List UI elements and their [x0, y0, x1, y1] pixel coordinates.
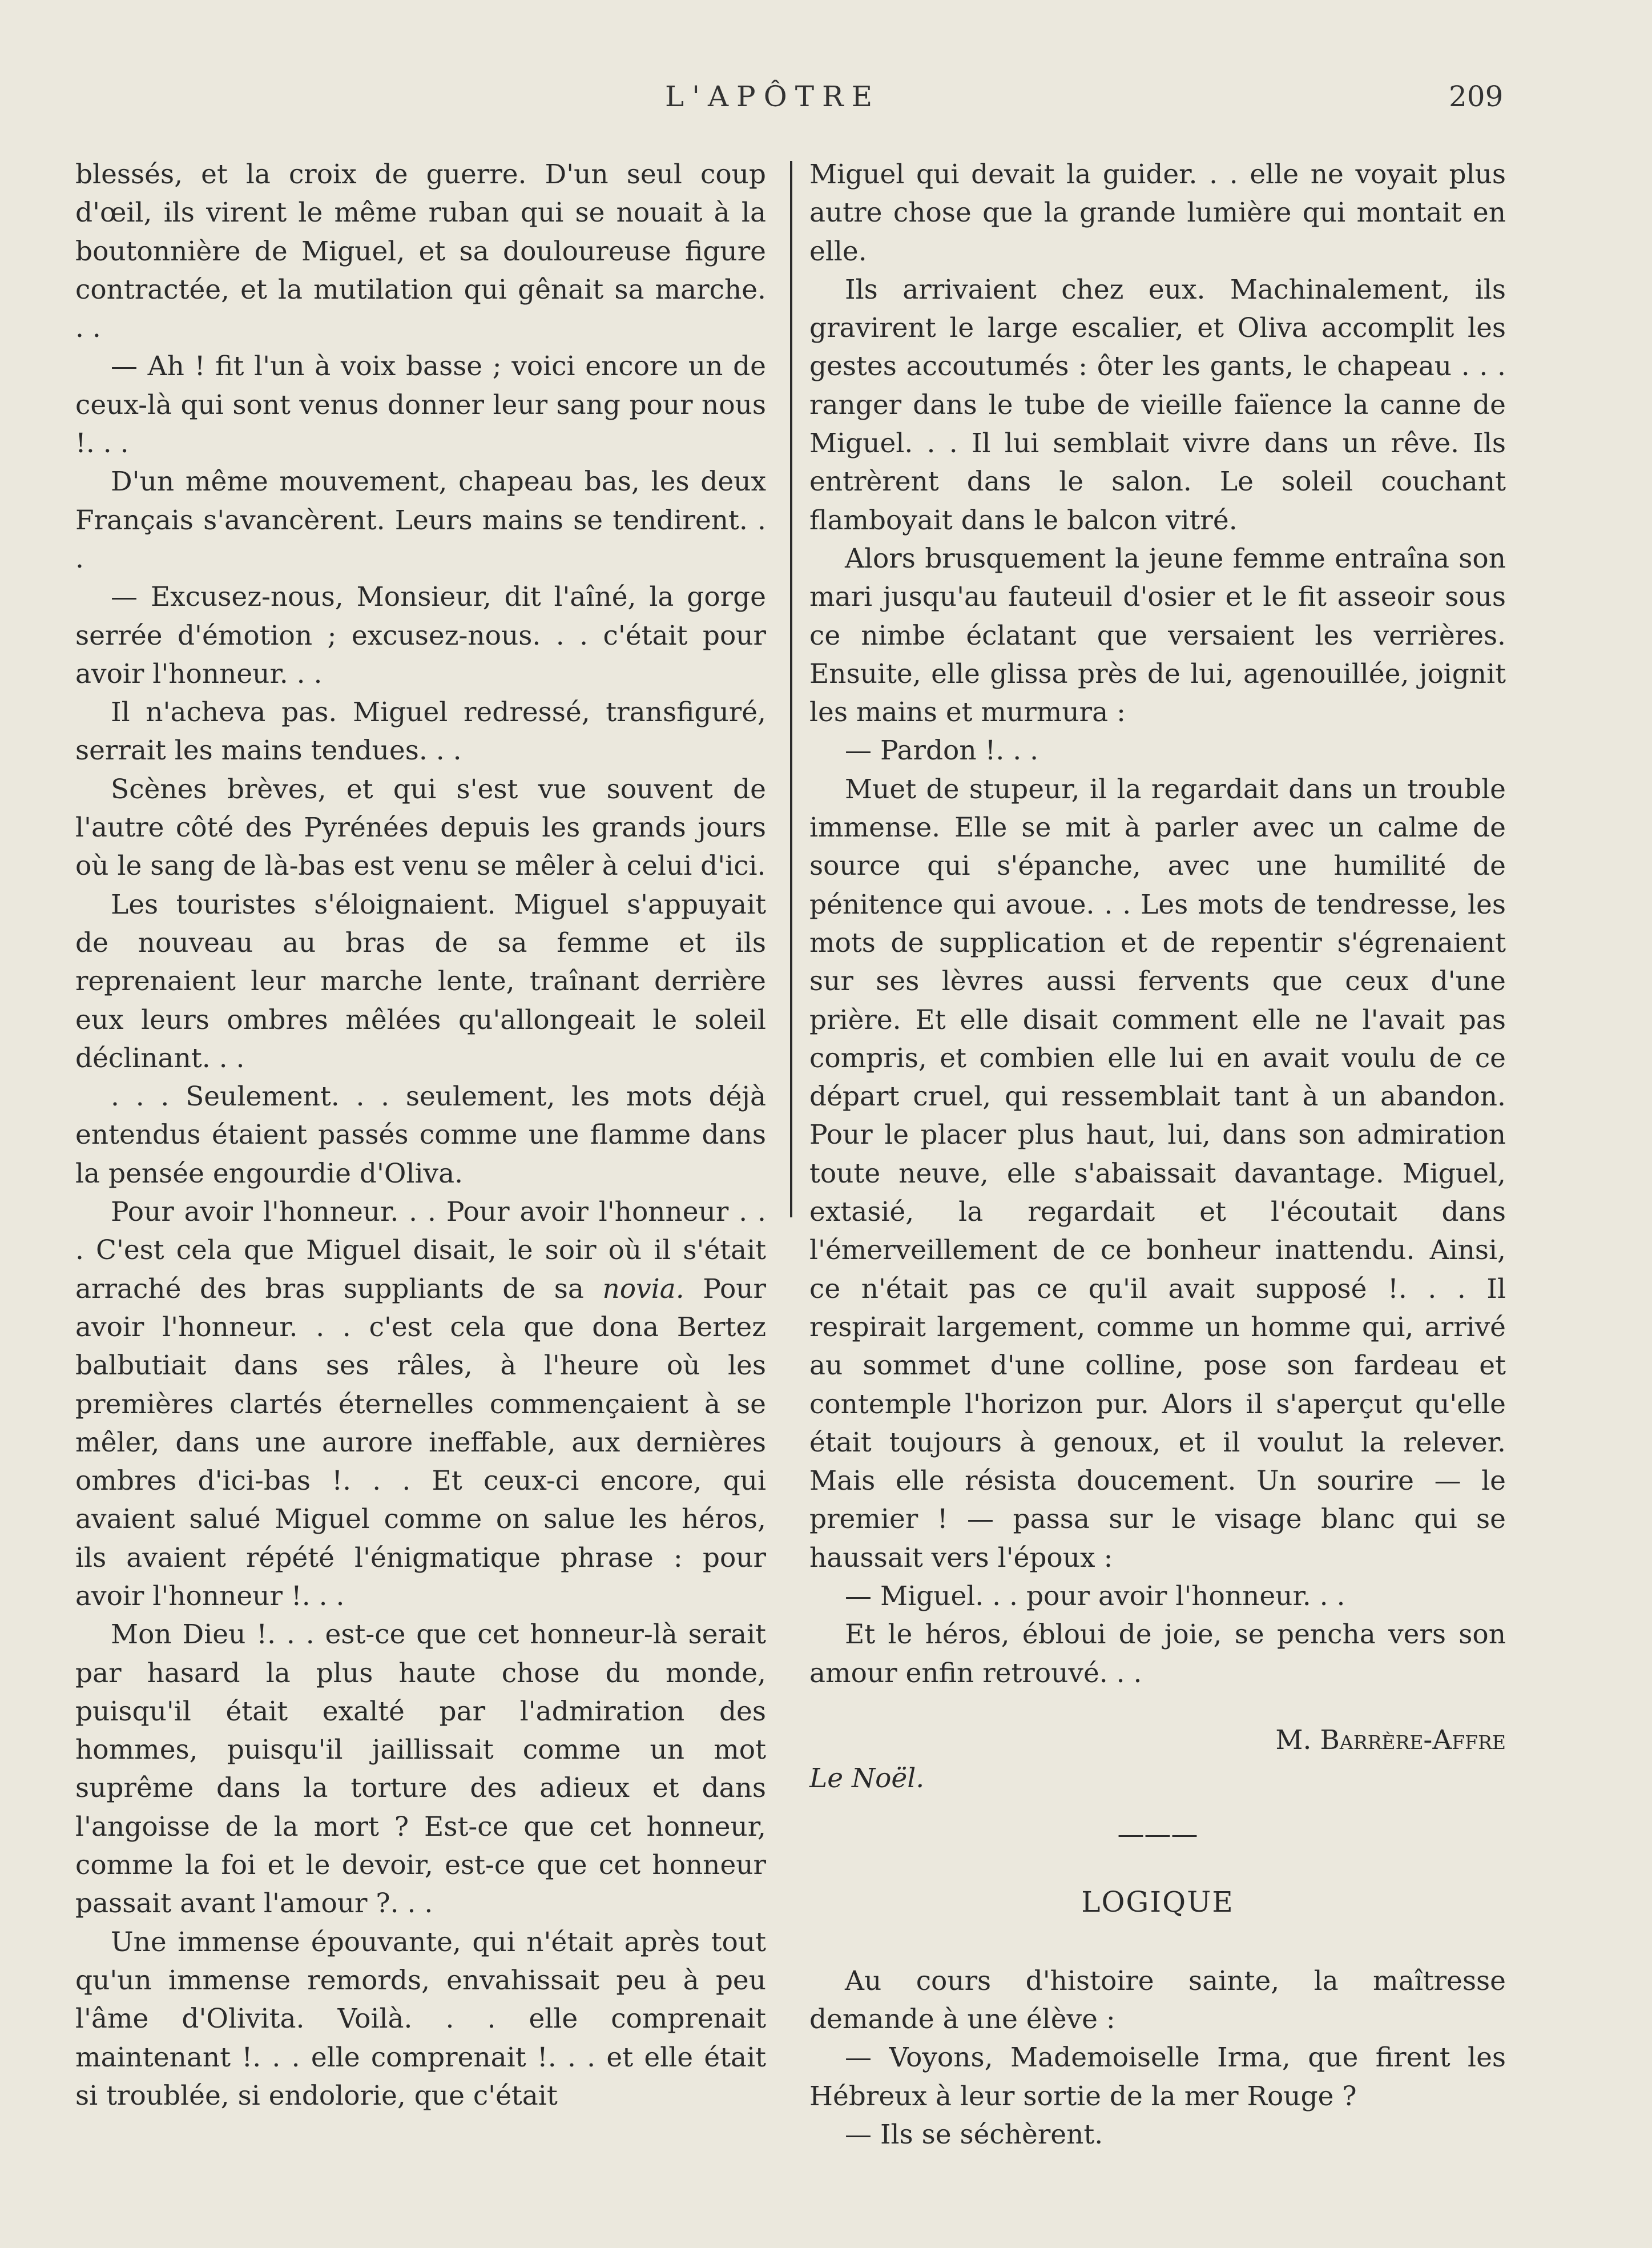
section-title: LOGIQUE — [1081, 1885, 1234, 1919]
paragraph: Alors brusquement la jeune femme entraîna son mari jusqu'au fauteuil d'osier et le fit asseoir sous ce nimbe éclatant que versaient les verrières. Ensuite, elle glissa près de lui, agenouillée, joignit les mains et murmura : — [809, 542, 1506, 729]
paragraph-text: Pour avoir l'honneur. . . c'est cela que dona Bertez balbutiait dans ses râles, à l'heure où les premières clartés éternelles commençaient à se mêler, dans une aurore ineffable, aux dernières ombres d'ici-bas !. . . Et ceux-ci encore, qui avaient salué Miguel comme on salue les héros, ils avaient répété l'énigmatique phrase : pour avoir l'honneur !. . . — [75, 1273, 766, 1612]
paragraph: — Excusez-nous, Monsieur, dit l'aîné, la gorge serrée d'émotion ; excusez-nous. . . c'était pour avoir l'honneur. . . — [75, 581, 766, 690]
separator: ——— — [1117, 1819, 1198, 1851]
page-number: 209 — [1449, 80, 1504, 113]
paragraph-text: Pour avoir l'honneur. . . Pour avoir l'honneur . . . C'est cela que Miguel disait, le soir où il s'était arraché des bras suppliants de sa — [75, 1196, 766, 1305]
left-column — [75, 155, 766, 2115]
paragraph: Ils arrivaient chez eux. Machinalement, ils gravirent le large escalier, et Oliva accomplit les gestes accoutumés : ôter les gants, le chapeau . . . ranger dans le tube de vieille faïence la canne de Miguel. . . Il lui semblait vivre dans un rêve. Ils entrèrent dans le salon. Le soleil couchant flamboyait dans le balcon vitré. — [809, 274, 1506, 536]
paragraph — [75, 1193, 766, 1615]
paragraph: . . . Seulement. . . seulement, les mots déjà entendus étaient passés comme une flamme dans la pensée engourdie d'Oliva. — [75, 1081, 766, 1189]
paragraph: — Ah ! fit l'un à voix basse ; voici encore un de ceux-là qui sont venus donner leur sang pour nous !. . . — [75, 351, 766, 460]
paragraph: Il n'acheva pas. Miguel redressé, transfiguré, serrait les mains tendues. . . — [75, 697, 766, 767]
paragraph: Et le héros, ébloui de joie, se pencha vers son amour enfin retrouvé. . . — [809, 1619, 1506, 1689]
paragraph: Au cours d'histoire sainte, la maîtresse demande à une élève : — [809, 1965, 1506, 2036]
paragraph: — Ils se séchèrent. — [845, 2118, 1103, 2150]
paragraph: Scènes brèves, et qui s'est vue souvent de l'autre côté des Pyrénées depuis les grands jours où le sang de là-bas est venu se mêler à celui d'ici. — [75, 773, 766, 882]
paragraph: Miguel qui devait la guider. . . elle ne voyait plus autre chose que la grande lumière qui montait en elle. — [809, 159, 1506, 267]
paragraph: Les touristes s'éloignaient. Miguel s'appuyait de nouveau au bras de sa femme et ils reprenaient leur marche lente, traînant derrière eux leurs ombres mêlées qu'allongeait le soleil déclinant. . . — [75, 888, 766, 1074]
emphasis-text: novia. — [602, 1273, 684, 1305]
running-title: L'APÔTRE — [665, 80, 881, 113]
column-divider — [790, 161, 792, 1217]
right-column — [809, 155, 1506, 2154]
paragraph: blessés, et la croix de guerre. D'un seul coup d'œil, ils virent le même ruban qui se nouait à la boutonnière de Miguel, et sa douloureuse figure contractée, et la mutilation qui gênait sa marche. . . — [75, 159, 766, 344]
paragraph: Mon Dieu !. . . est-ce que cet honneur-là serait par hasard la plus haute chose du monde, puisqu'il était exalté par l'admiration des hommes, puisqu'il jaillissait comme un mot suprême dans la torture des adieux et dans l'angoisse de la mort ? Est-ce que cet honneur, comme la foi et le devoir, est-ce que cet honneur passait avant l'amour ?. . . — [75, 1619, 766, 1920]
source-name: Le Noël. — [809, 1763, 925, 1795]
paragraph: — Voyons, Mademoiselle Irma, que firent les Hébreux à leur sortie de la mer Rouge ? — [809, 2042, 1506, 2112]
paragraph: D'un même mouvement, chapeau bas, les deux Français s'avancèrent. Leurs mains se tendirent. . . — [75, 466, 766, 574]
page-header — [0, 80, 1652, 120]
paragraph: Une immense épouvante, qui n'était après tout qu'un immense remords, envahissait peu à peu l'âme d'Olivita. Voilà. . . elle comprenait maintenant !. . . elle comprenait !. . . et elle était si troublée, si endolorie, que c'était — [75, 1926, 766, 2112]
paragraph: — Pardon !. . . — [845, 735, 1039, 767]
paragraph: Muet de stupeur, il la regardait dans un trouble immense. Elle se mit à parler avec un calme de source qui s'épanche, avec une humilité de pénitence qui avoue. . . Les mots de tendresse, les mots de supplication et de repentir s'égrenaient sur ses lèvres aussi fervents que ceux d'une prière. Et elle disait comment elle ne l'avait pas compris, et combien elle lui en avait voulu de ce départ cruel, qui ressemblait tant à un abandon. Pour le placer plus haut, lui, dans son admiration toute neuve, elle s'abaissait davantage. Miguel, extasié, la regardait et l'écoutait dans l'émerveillement de ce bonheur inattendu. Ainsi, ce n'était pas ce qu'il avait supposé !. . . Il respirait largement, comme un homme qui, arrivé au sommet d'une colline, pose son fardeau et contemple l'horizon pur. Alors il s'aperçut qu'elle était toujours à genoux, et il voulut la relever. Mais elle résista doucement. Un sourire — le premier ! — passa sur le visage blanc qui se haussait vers l'époux : — [809, 773, 1506, 1574]
paragraph: — Miguel. . . pour avoir l'honneur. . . — [845, 1580, 1345, 1612]
author-signature: M. Barrère-Affre — [1275, 1724, 1506, 1756]
